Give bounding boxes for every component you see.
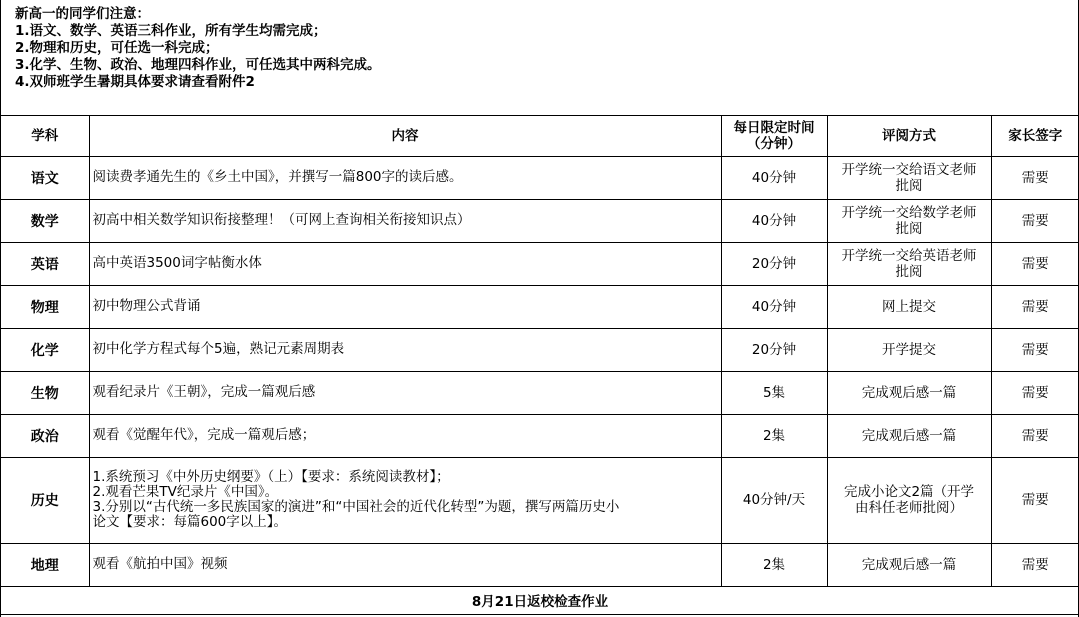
table-row [1, 242, 1079, 285]
content-cell: 阅读费孝通先生的《乡土中国》，并撰写一篇800字的读后感。 [89, 156, 721, 199]
time-cell: 40分钟 [721, 199, 827, 242]
notice-block [1, 0, 1078, 116]
sign-cell: 需要 [991, 414, 1079, 457]
time-cell: 40分钟/天 [721, 457, 827, 543]
review-cell [827, 156, 991, 199]
review-line: 开学统一交给数学老师 [841, 204, 977, 221]
footer-note: 8月21日返校检查作业 [1, 586, 1079, 614]
subject-cell: 化学 [1, 328, 89, 371]
content-line: 2.观看芒果TV纪录片《中国》。 [92, 484, 279, 500]
table-row [1, 414, 1079, 457]
time-cell: 20分钟 [721, 328, 827, 371]
review-cell [827, 199, 991, 242]
subject-cell: 英语 [1, 242, 89, 285]
subject-cell: 政治 [1, 414, 89, 457]
homework-table [1, 116, 1079, 615]
subject-cell: 生物 [1, 371, 89, 414]
header-review: 评阅方式 [827, 116, 991, 156]
content-cell: 观看《觉醒年代》，完成一篇观后感； [89, 414, 721, 457]
subject-cell: 历史 [1, 457, 89, 543]
table-row [1, 285, 1079, 328]
table-row [1, 328, 1079, 371]
review-cell: 网上提交 [827, 285, 991, 328]
subject-cell: 语文 [1, 156, 89, 199]
header-content: 内容 [89, 116, 721, 156]
sign-cell: 需要 [991, 457, 1079, 543]
review-cell: 完成观后感一篇 [827, 414, 991, 457]
sign-cell: 需要 [991, 156, 1079, 199]
review-line: 批阅 [895, 263, 923, 280]
table-footer-row [1, 586, 1079, 614]
table-row [1, 457, 1079, 543]
table-row [1, 156, 1079, 199]
time-cell: 2集 [721, 414, 827, 457]
time-cell: 2集 [721, 543, 827, 586]
sign-cell: 需要 [991, 242, 1079, 285]
table-row [1, 199, 1079, 242]
header-sign: 家长签字 [991, 116, 1079, 156]
subject-cell: 数学 [1, 199, 89, 242]
review-line: 开学统一交给英语老师 [841, 247, 977, 264]
header-time-line: （分钟） [747, 135, 801, 152]
review-line: 批阅 [895, 220, 923, 237]
notice-line: 4.双师班学生暑期具体要求请查看附件2 [15, 74, 255, 90]
time-cell: 5集 [721, 371, 827, 414]
time-cell: 40分钟 [721, 285, 827, 328]
notice-line: 新高一的同学们注意： [15, 6, 150, 22]
sign-cell: 需要 [991, 371, 1079, 414]
table-row [1, 543, 1079, 586]
header-time-line: 每日限定时间 [733, 119, 815, 136]
content-cell: 初中物理公式背诵 [89, 285, 721, 328]
review-cell [827, 457, 991, 543]
notice-line: 2.物理和历史，可任选一科完成； [15, 40, 219, 56]
content-line: 1.系统预习《中外历史纲要》（上）【要求：系统阅读教材】； [92, 469, 450, 485]
review-cell: 完成观后感一篇 [827, 543, 991, 586]
content-cell [89, 457, 721, 543]
content-cell: 观看纪录片《王朝》，完成一篇观后感 [89, 371, 721, 414]
content-line: 论文【要求：每篇600字以上】。 [92, 514, 288, 530]
review-cell [827, 242, 991, 285]
content-cell: 初高中相关数学知识衔接整理！（可网上查询相关衔接知识点） [89, 199, 721, 242]
review-line: 开学统一交给语文老师 [841, 161, 977, 178]
sign-cell: 需要 [991, 328, 1079, 371]
sign-cell: 需要 [991, 543, 1079, 586]
sign-cell: 需要 [991, 285, 1079, 328]
content-cell: 初中化学方程式每个5遍，熟记元素周期表 [89, 328, 721, 371]
table-header-row [1, 116, 1079, 156]
sign-cell: 需要 [991, 199, 1079, 242]
content-cell: 高中英语3500词字帖衡水体 [89, 242, 721, 285]
review-line: 完成小论文2篇（开学 [843, 484, 975, 500]
content-cell: 观看《航拍中国》视频 [89, 543, 721, 586]
header-time [721, 116, 827, 156]
notice-line: 3.化学、生物、政治、地理四科作业，可任选其中两科完成。 [15, 57, 381, 73]
review-line: 批阅 [895, 177, 923, 194]
notice-line: 1.语文、数学、英语三科作业，所有学生均需完成； [15, 23, 327, 39]
header-subject: 学科 [1, 116, 89, 156]
review-cell: 完成观后感一篇 [827, 371, 991, 414]
review-cell: 开学提交 [827, 328, 991, 371]
content-line: 3.分别以“古代统一多民族国家的演进”和“中国社会的近代化转型”为题，撰写两篇历史小 [92, 499, 620, 515]
subject-cell: 地理 [1, 543, 89, 586]
time-cell: 20分钟 [721, 242, 827, 285]
review-line: 由科任老师批阅） [855, 500, 963, 516]
subject-cell: 物理 [1, 285, 89, 328]
time-cell: 40分钟 [721, 156, 827, 199]
table-row [1, 371, 1079, 414]
